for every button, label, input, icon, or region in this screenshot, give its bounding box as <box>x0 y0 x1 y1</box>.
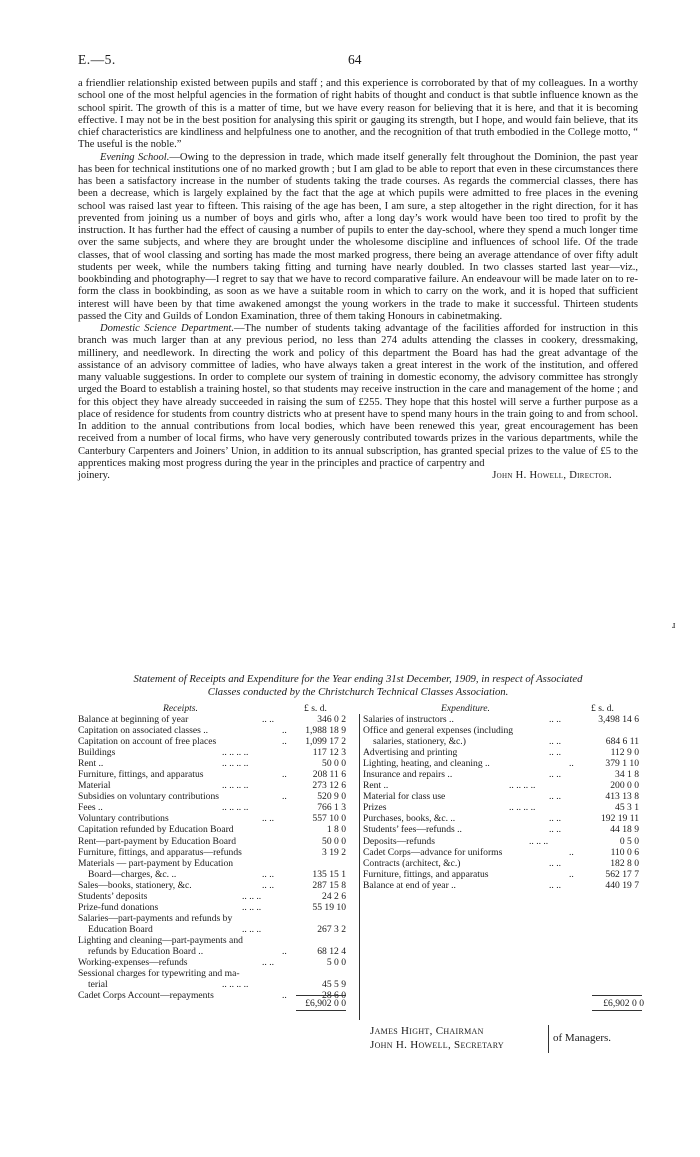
managers-signatures <box>370 1025 650 1052</box>
receipts-total-rule-top <box>296 995 346 996</box>
expenditure-row-label: Students’ fees—refunds .. <box>363 824 462 836</box>
expenditure-row <box>363 780 645 791</box>
paragraph-school-spirit: a friendlier relationship existed between pupils and staff ; and this experience is corroborated by that of my colleagues. In a worthy school one of the most helpful agencies in the formation of right habits of thought and conduct is that subtle influence known as the school spirit. The growth of this is a matter of time, but we have every reason for believing that it is here, and that it is becoming effective. I may not be in the best position for analysing this spirit or gauging its strength, but I hope, and would fain believe, that its chief characteristics are kindliness and helpfulness one to another, and the recognition of that truth embodied in the College motto, “ The useful is the noble.” <box>78 78 638 151</box>
receipts-row <box>78 813 358 824</box>
receipts-row-leader-dots: .. <box>282 945 287 957</box>
paragraph-evening-school-text: —Owing to the depression in trade, which made itself generally felt throughout the Dominion, the past year has been for technical institutions one of no marked growth ; but I am glad to be able to report that even in these circumstances there has been a satisfactory increase in the number of students taking the trade courses. As regards the commercial classes, there has been a decrease, which is largely explained by the fact that the age at which pupils were admitted to free places in the evening school was raised last year to fifteen. This raising of the age has been, I am sure, a step altogether in the right direction, for it has prevented from joining us a number of boys and girls who, after a long day’s work would have been too tired to profit by the instruction. It has further had the effect of causing a number of pupils to enter the day-school, where they spend a much longer time over the same subjects, and where they are brought under the wholesome discipline and influences of school life. Of the trade classes, that of wool classing and sorting has made the most marked progress, there being an average attendance of over fifty adult students per week, while the numbers taking fitting and turning have nearly doubled. In two classes started last year—viz., bookbinding and photography—I regret to say that we have to record comparative failure. An endeavour will be made later on to re-form the class in bookbinding, as soon as we have a suitable room in which to carry on the work, and it is hoped that sufficient interest will have been by that time awakened amongst the young workers in the trade to make it successful. Thirteen students passed the City and Guilds of London Examination, three of them taking Honours in cabinetmaking. <box>78 151 638 322</box>
receipts-column-header <box>78 703 358 714</box>
receipts-row-label: Board—charges, &c. .. <box>88 868 177 880</box>
expenditure-row-leader-dots: .. .. <box>549 769 561 781</box>
expenditure-total-rule-top <box>592 995 642 996</box>
expenditure-row-label: Material for class use <box>363 791 446 803</box>
expenditure-row-label: Lighting, heating, and cleaning .. <box>363 758 490 770</box>
expenditure-row <box>363 836 645 847</box>
expenditure-row-leader-dots: .. <box>569 846 574 858</box>
receipts-row <box>78 791 358 802</box>
expenditure-row-label: Contracts (architect, &c.) <box>363 857 461 869</box>
expenditure-rows <box>363 714 645 891</box>
receipts-total-rule-bottom <box>296 1010 346 1011</box>
receipts-row <box>78 780 358 791</box>
receipts-row-amount: 287 15 8 <box>312 879 346 891</box>
receipts-row-amount: 50 0 0 <box>322 758 346 770</box>
receipts-row <box>78 802 358 813</box>
receipts-row <box>78 869 358 880</box>
paragraph-domestic-science-text: —The number of students taking advantage of the facilities afforded for instruction in this branch was much larger than at any previous period, no less than 274 adults attending the classes in cookery, dressmaking, millinery, and needlework. In directing the work and policy of this department the Board has had the great advantage of the assistance of an advisory committee of ladies, who have always taken a great interest in the work of the institution, and offered many valuable suggestions. In order to complete our system of training in domestic economy, the advisory committee has strongly urged the Board to establish a training hostel, so that students may receive instruction in the care and management of the home ; and for this object they have already succeeded in raising the sum of £255. They hope that this hostel will serve a further purpose as a place of residence for students from country districts who at present have to spend many hours in the train going to and from school. In addition to the annual contributions from local bodies, which have been renewed this year, great encouragement has been received from a number of local firms, who have very generously contributed towards prizes in the various departments, while the Canterbury Carpenters and Joiners’ Union, in addition to its annual subscription, has granted special prizes to the value of £5 to the apprentices making most progress during the year in the principles and practice of carpentry and <box>78 323 638 469</box>
expenditure-total-rule-bottom <box>592 1010 642 1011</box>
receipts-row <box>78 913 358 924</box>
statement-title-line-1: Statement of Receipts and Expenditure for the Year ending 31st December, 1909, in respect of Associated <box>133 673 583 685</box>
receipts-row-leader-dots: .. .. <box>262 813 274 825</box>
expenditure-row <box>363 758 645 769</box>
expenditure-row-label: salaries, stationery, &c.) <box>373 736 466 748</box>
expenditure-row-amount: 34 1 8 <box>615 769 639 781</box>
receipts-row-label: Material <box>78 780 111 792</box>
receipts-heading: Receipts. <box>163 703 198 714</box>
receipts-row-label: Education Board <box>88 923 153 935</box>
expenditure-row <box>363 824 645 835</box>
expenditure-row <box>363 714 645 725</box>
receipts-row <box>78 858 358 869</box>
receipts-row-label: Rent .. <box>78 758 104 770</box>
receipts-row-label: Voluntary contributions <box>78 813 169 825</box>
expenditure-row-amount: 182 8 0 <box>610 857 639 869</box>
receipts-row-leader-dots: .. <box>282 990 287 1002</box>
expenditure-row-label: Furniture, fittings, and apparatus <box>363 868 489 880</box>
receipts-row <box>78 891 358 902</box>
margin-mark: ɹ <box>672 620 676 631</box>
receipts-row-leader-dots: .. .. <box>262 868 274 880</box>
expenditure-row <box>363 880 645 891</box>
expenditure-row-label: Office and general expenses (including <box>363 725 514 737</box>
receipts-row-label: Materials — part-payment by Education <box>78 857 234 869</box>
receipts-row-label: Furniture, fittings, and apparatus <box>78 769 204 781</box>
expenditure-row-label: Insurance and repairs .. <box>363 769 453 781</box>
receipts-row-amount: 24 2 6 <box>322 890 346 902</box>
expenditure-heading: Expenditure. <box>441 703 490 714</box>
expenditure-table <box>363 703 645 891</box>
receipts-row-label: Sessional charges for typewriting and ma- <box>78 968 240 980</box>
expenditure-row <box>363 769 645 780</box>
receipts-row-amount: 273 12 6 <box>312 780 346 792</box>
expenditure-row <box>363 736 645 747</box>
expenditure-row-leader-dots: .. <box>569 868 574 880</box>
column-divider <box>359 714 360 1020</box>
expenditure-row-leader-dots: .. .. <box>549 857 561 869</box>
expenditure-row-amount: 110 0 6 <box>610 846 639 858</box>
receipts-row-amount: 557 10 0 <box>312 813 346 825</box>
receipts-row-leader-dots: .. .. .. <box>242 901 262 913</box>
receipts-row <box>78 736 358 747</box>
expenditure-row-leader-dots: .. .. .. .. <box>509 780 536 792</box>
receipts-row-amount: 520 9 0 <box>317 791 346 803</box>
receipts-row-label: Capitation on account of free places <box>78 736 217 748</box>
expenditure-row-leader-dots: .. .. <box>549 714 561 725</box>
expenditure-row-amount: 413 13 8 <box>605 791 639 803</box>
receipts-row-leader-dots: .. <box>282 736 287 748</box>
receipts-row <box>78 924 358 935</box>
receipts-row-label: Buildings <box>78 747 116 759</box>
page-number: 64 <box>348 52 362 67</box>
section-heading-evening-school: Evening School. <box>100 151 170 163</box>
receipts-row <box>78 979 358 990</box>
expenditure-row-label: Salaries of instructors .. <box>363 714 454 725</box>
receipts-row <box>78 935 358 946</box>
expenditure-row-amount: 379 1 10 <box>605 758 639 770</box>
paragraph-evening-school <box>78 152 638 324</box>
receipts-row-leader-dots: .. .. .. <box>242 923 262 935</box>
receipts-row-label: Working-expenses—refunds <box>78 957 188 969</box>
expenditure-row <box>363 802 645 813</box>
expenditure-row-label: Balance at end of year .. <box>363 879 456 891</box>
receipts-row-leader-dots: .. <box>282 725 287 737</box>
statement-title <box>78 673 638 698</box>
expenditure-row-leader-dots: .. .. <box>549 747 561 759</box>
expenditure-row-amount: 684 6 11 <box>605 736 639 748</box>
expenditure-row-amount: 562 17 7 <box>605 868 639 880</box>
receipts-row-amount: 1,988 18 9 <box>305 725 346 737</box>
receipts-row-amount: 208 11 6 <box>312 769 346 781</box>
receipts-row-leader-dots: .. .. .. .. <box>222 747 249 759</box>
chairman-signature: James Hight, Chairman <box>370 1025 484 1037</box>
director-signature: John H. Howell, Director. <box>492 470 612 481</box>
receipts-row <box>78 747 358 758</box>
expenditure-row-amount: 45 3 1 <box>615 802 639 814</box>
statement-title-line-2: Classes conducted by the Christchurch Technical Classes Association. <box>207 685 509 698</box>
receipts-row-leader-dots: .. <box>282 791 287 803</box>
receipts-row-amount: 1,099 17 2 <box>305 736 346 748</box>
expenditure-row-leader-dots: .. <box>569 758 574 770</box>
expenditure-row <box>363 725 645 736</box>
expenditure-row <box>363 791 645 802</box>
receipts-row-amount: 68 12 4 <box>317 945 346 957</box>
receipts-row <box>78 880 358 891</box>
receipts-row-leader-dots: .. .. .. .. <box>222 758 249 770</box>
receipts-row-label: Students’ deposits <box>78 890 148 902</box>
receipts-row-amount: 766 1 3 <box>317 802 346 814</box>
expenditure-row-label: Deposits—refunds <box>363 835 435 847</box>
receipts-row-label: refunds by Education Board .. <box>88 945 204 957</box>
receipts-row-label: Prize-fund donations <box>78 901 159 913</box>
expenditure-row <box>363 858 645 869</box>
receipts-row-amount: 45 5 9 <box>322 979 346 991</box>
expenditure-row-leader-dots: .. .. <box>549 879 561 891</box>
receipts-row-amount: 1 8 0 <box>326 824 346 836</box>
report-reference: E.—5. <box>78 52 116 67</box>
receipts-row-leader-dots: .. .. .. .. <box>222 802 249 814</box>
receipts-row <box>78 824 358 835</box>
receipts-row-leader-dots: .. .. .. .. <box>222 979 249 991</box>
receipts-row-label: Lighting and cleaning—part-payments and <box>78 934 243 946</box>
report-body <box>78 78 638 484</box>
receipts-row-label: Salaries—part-payments and refunds by <box>78 912 233 924</box>
receipts-row-label: Furniture, fittings, and apparatus—refunds <box>78 846 242 858</box>
expenditure-column-header <box>363 703 645 714</box>
receipts-row-label: Sales—books, stationery, &c. <box>78 879 192 891</box>
expenditure-row <box>363 747 645 758</box>
receipts-table <box>78 703 358 1001</box>
receipts-row-leader-dots: .. .. .. .. <box>222 780 249 792</box>
receipts-currency-header: £ s. d. <box>304 703 327 714</box>
receipts-row-leader-dots: .. .. <box>262 714 274 725</box>
section-heading-domestic-science: Domestic Science Department. <box>100 323 234 334</box>
receipts-row <box>78 847 358 858</box>
expenditure-row-amount: 44 18 9 <box>610 824 639 836</box>
receipts-row-amount: 55 19 10 <box>312 901 346 913</box>
receipts-row <box>78 725 358 736</box>
expenditure-row <box>363 813 645 824</box>
receipts-row-label: Capitation refunded by Education Board <box>78 824 234 836</box>
receipts-row <box>78 836 358 847</box>
paragraph-domestic-science <box>78 323 638 470</box>
receipts-row-label: Subsidies on voluntary contributions <box>78 791 219 803</box>
receipts-row <box>78 714 358 725</box>
expenditure-row-amount: 192 19 11 <box>600 813 639 825</box>
page-header <box>78 52 638 70</box>
expenditure-row-leader-dots: .. .. <box>549 736 561 748</box>
expenditure-row-amount: 440 19 7 <box>605 879 639 891</box>
expenditure-total: £6,902 0 0 <box>603 998 644 1009</box>
receipts-total: £6,902 0 0 <box>305 998 346 1009</box>
receipts-rows <box>78 714 358 1001</box>
receipts-row-label: Capitation on associated classes .. <box>78 725 209 737</box>
expenditure-row-amount: 200 0 0 <box>610 780 639 792</box>
secretary-signature: John H. Howell, Secretary <box>370 1038 504 1051</box>
receipts-row-label: Rent—part-payment by Education Board <box>78 835 236 847</box>
closing-line <box>78 470 638 484</box>
receipts-row-amount: 346 0 2 <box>317 714 346 725</box>
expenditure-row-amount: 0 5 0 <box>619 835 639 847</box>
expenditure-row-label: Advertising and printing <box>363 747 458 759</box>
expenditure-row-leader-dots: .. .. <box>549 813 561 825</box>
receipts-row-label: Fees .. <box>78 802 103 814</box>
receipts-row-amount: 267 3 2 <box>317 923 346 935</box>
expenditure-row <box>363 869 645 880</box>
receipts-row <box>78 758 358 769</box>
expenditure-row-amount: 112 9 0 <box>610 747 639 759</box>
of-managers-label: of Managers. <box>553 1032 612 1044</box>
receipts-row <box>78 946 358 957</box>
receipts-row-amount: 117 12 3 <box>312 747 346 759</box>
expenditure-currency-header: £ s. d. <box>591 703 614 714</box>
receipts-row-amount: 3 19 2 <box>322 846 346 858</box>
receipts-row-amount: 50 0 0 <box>322 835 346 847</box>
receipts-row-amount: 5 0 0 <box>326 957 346 969</box>
expenditure-row-label: Rent .. <box>363 780 389 792</box>
expenditure-row-amount: 3,498 14 6 <box>598 714 639 725</box>
receipts-row-leader-dots: .. .. <box>262 879 274 891</box>
closing-word: joinery. <box>78 470 110 481</box>
receipts-row-label: Balance at beginning of year <box>78 714 189 725</box>
receipts-row-leader-dots: .. <box>282 769 287 781</box>
expenditure-row-leader-dots: .. .. .. .. <box>509 802 536 814</box>
expenditure-row-label: Cadet Corps—advance for uniforms <box>363 846 503 858</box>
receipts-row-label: terial <box>88 979 108 991</box>
receipts-row <box>78 902 358 913</box>
expenditure-row <box>363 847 645 858</box>
expenditure-row-leader-dots: .. .. .. <box>529 835 549 847</box>
receipts-row-leader-dots: .. .. .. <box>242 890 262 902</box>
expenditure-row-label: Purchases, books, &c. .. <box>363 813 456 825</box>
receipts-row <box>78 968 358 979</box>
signature-brace <box>548 1025 549 1053</box>
receipts-row-leader-dots: .. .. <box>262 957 274 969</box>
expenditure-row-leader-dots: .. .. <box>549 824 561 836</box>
expenditure-row-leader-dots: .. .. <box>549 791 561 803</box>
expenditure-row-label: Prizes <box>363 802 387 814</box>
receipts-row-label: Cadet Corps Account—repayments <box>78 990 214 1002</box>
receipts-row <box>78 769 358 780</box>
receipts-row <box>78 957 358 968</box>
receipts-row-amount: 135 15 1 <box>312 868 346 880</box>
